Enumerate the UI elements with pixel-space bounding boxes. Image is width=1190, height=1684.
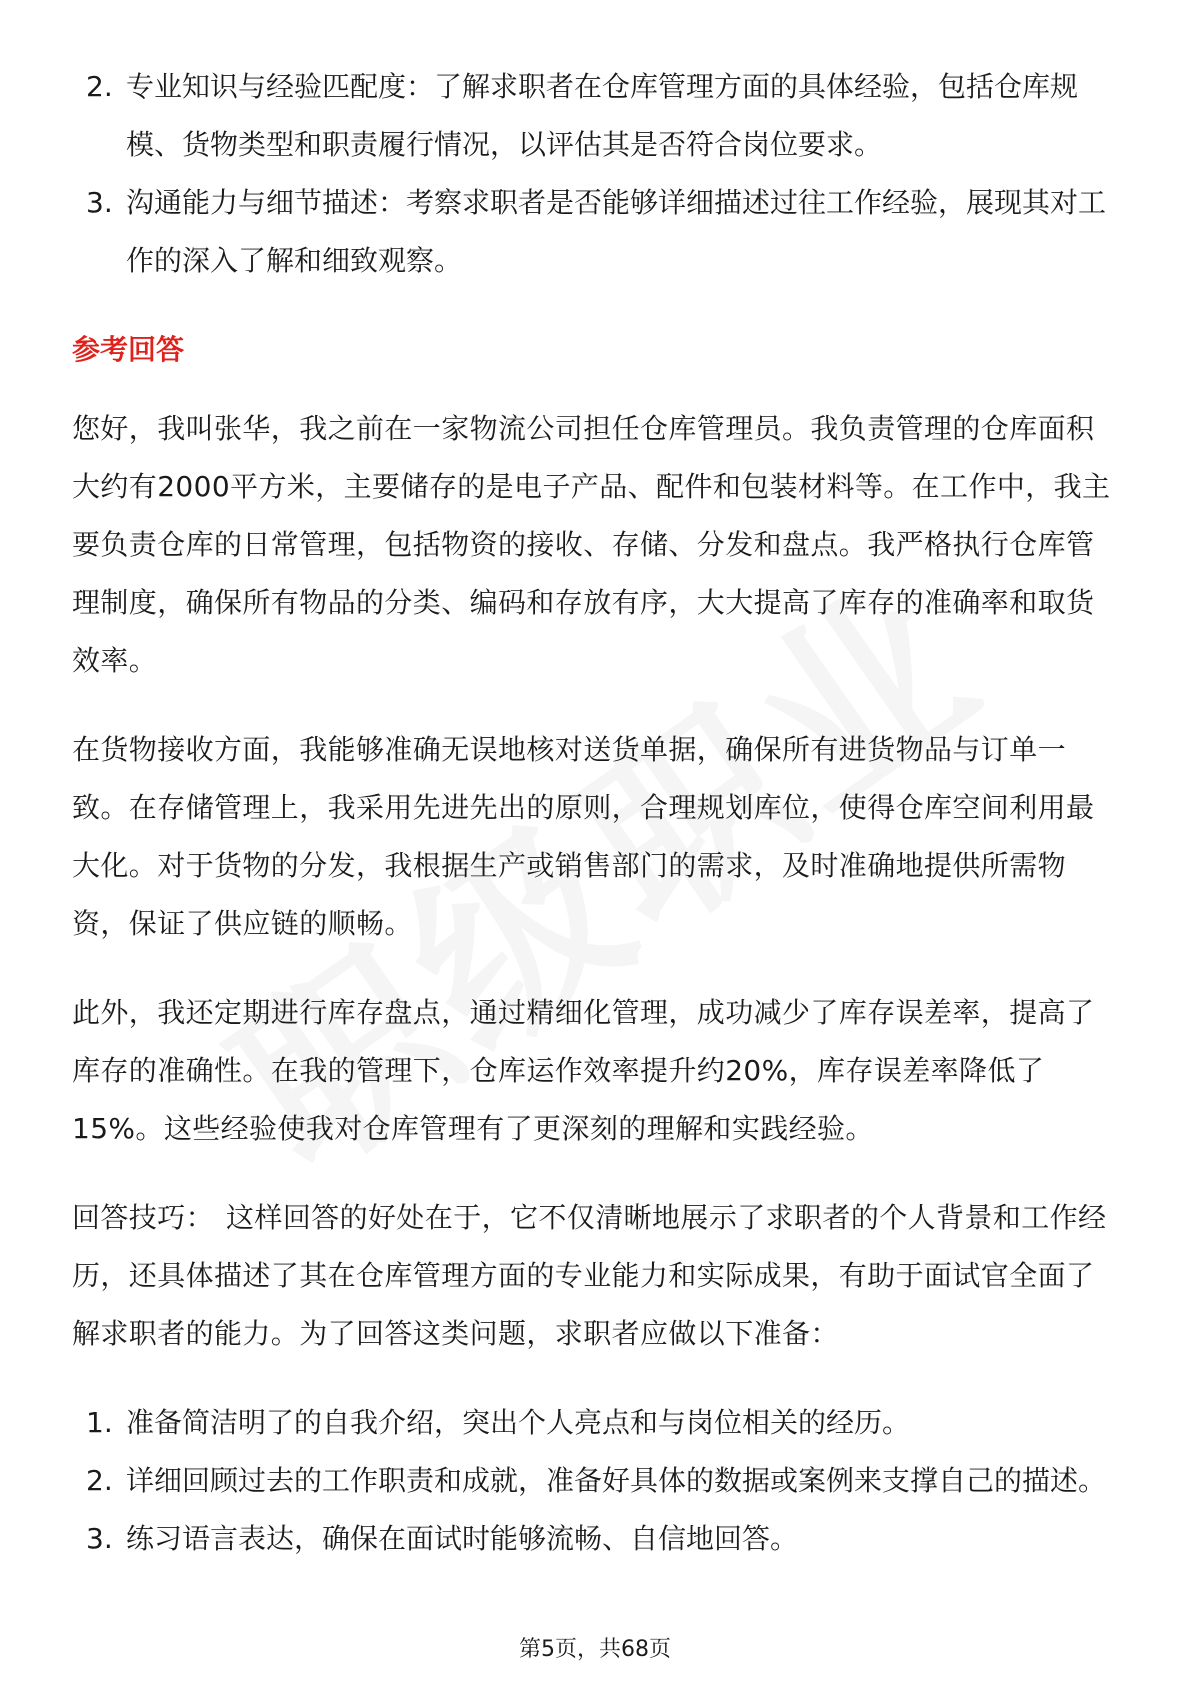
list-item-text: 准备简洁明了的自我介绍，突出个人亮点和与岗位相关的经历。 [126,1406,911,1439]
list-number: 3. [86,186,113,219]
list-item-text: 沟通能力与细节描述：考察求职者是否能够详细描述过往工作经验，展现其对工作的深入了解和细致观察。 [126,186,1107,277]
list-number: 3. [86,1522,113,1555]
list-item-text: 练习语言表达，确保在面试时能够流畅、自信地回答。 [126,1522,799,1555]
list-number: 2. [86,70,113,103]
answer-paragraph: 在货物接收方面，我能够准确无误地核对送货单据，确保所有进货物品与订单一致。在存储管理上，我采用先进先出的原则，合理规划库位，使得仓库空间利用最大化。对于货物的分发，我根据生产或销售部门的需求，及时准确地提供所需物资，保证了供应链的顺畅。 [72,733,1095,940]
tips-label: 回答技巧： [72,1201,215,1234]
list-item [72,174,1122,290]
page-content [72,58,1122,1568]
preparation-list [72,1394,1122,1568]
list-number: 1. [86,1406,113,1439]
answer-paragraph: 您好，我叫张华，我之前在一家物流公司担任仓库管理员。我负责管理的仓库面积大约有2000平方米，主要储存的是电子产品、配件和包装材料等。在工作中，我主要负责仓库的日常管理，包括物资的接收、存储、分发和盘点。我严格执行仓库管理制度，确保所有物品的分类、编码和存放有序，大大提高了库存的准确率和取货效率。 [72,412,1111,677]
section-title: 参考回答 [72,333,185,366]
tips-text: 这样回答的好处在于，它不仅清晰地展示了求职者的个人背景和工作经历，还具体描述了其在仓库管理方面的专业能力和实际成果，有助于面试官全面了解求职者的能力。为了回答这类问题，求职者应做以下准备： [72,1201,1107,1350]
list-item-text: 详细回顾过去的工作职责和成就，准备好具体的数据或案例来支撑自己的描述。 [126,1464,1107,1497]
list-item [72,58,1122,174]
list-item [72,1510,1122,1568]
list-item [72,1452,1122,1510]
list-item [72,1394,1122,1452]
answer-paragraph: 此外，我还定期进行库存盘点，通过精细化管理，成功减少了库存误差率，提高了库存的准确性。在我的管理下，仓库运作效率提升约20%，库存误差率降低了15%。这些经验使我对仓库管理有了更深刻的理解和实践经验。 [72,996,1095,1145]
list-number: 2. [86,1464,113,1497]
tips-paragraph [72,1189,1122,1363]
page-footer: 第5页，共68页 [519,1637,671,1662]
evaluation-points-list [72,58,1122,290]
list-item-text: 专业知识与经验匹配度：了解求职者在仓库管理方面的具体经验，包括仓库规模、货物类型和职责履行情况，以评估其是否符合岗位要求。 [126,70,1079,161]
